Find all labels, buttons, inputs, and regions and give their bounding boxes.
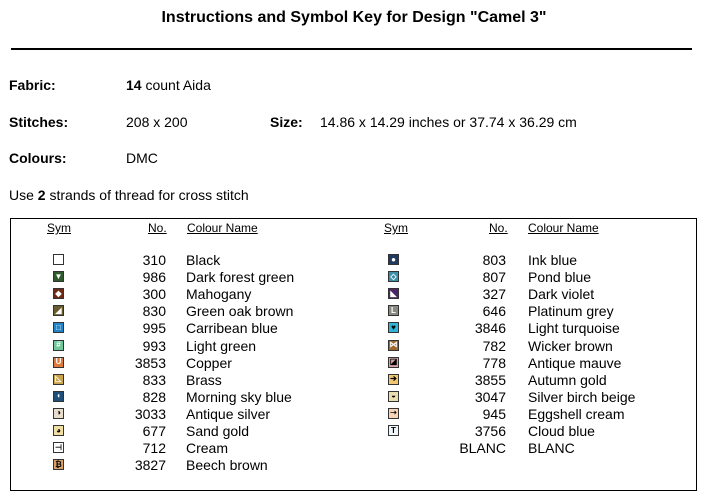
size-value: 14.86 x 14.29 inches or 37.74 x 36.29 cm <box>320 114 577 130</box>
symbol-swatch-icon <box>53 254 64 265</box>
symbol-swatch-icon: ➔ <box>388 374 399 385</box>
dmc-number: 646 <box>482 303 506 320</box>
colour-name: Eggshell cream <box>528 405 625 422</box>
dmc-number: 3033 <box>134 405 166 422</box>
stitches-label: Stitches: <box>9 114 69 130</box>
symbol-swatch-icon: ⊣ <box>53 442 64 453</box>
symbol-swatch-icon: T <box>388 425 399 436</box>
dmc-number: 300 <box>142 286 166 303</box>
colour-name: Silver birch beige <box>528 388 636 405</box>
symbol-swatch-icon: ➝ <box>388 408 399 419</box>
symbol-swatch-icon: ▼ <box>54 271 63 281</box>
dmc-number: 3853 <box>134 354 166 371</box>
dmc-number: 3047 <box>474 388 506 405</box>
symbol-swatch-icon: ◆ <box>53 288 64 299</box>
symbol-swatch-icon: ◖ <box>53 391 64 402</box>
dmc-number: 807 <box>482 269 506 286</box>
colour-name: Dark violet <box>528 286 595 303</box>
symbol-swatch-icon: ◺ <box>53 374 64 385</box>
dmc-number: 3846 <box>474 320 506 337</box>
symbol-swatch-icon: ◪ <box>389 357 398 367</box>
colour-name: Sand gold <box>186 423 250 439</box>
symbol-swatch-icon: ◣ <box>388 288 399 299</box>
dmc-number: 3827 <box>134 457 166 474</box>
dmc-number: 828 <box>142 388 166 405</box>
right-header-no: No. <box>489 221 508 235</box>
colour-name: Cloud blue <box>528 423 595 439</box>
strands-suffix: strands of thread for cross stitch <box>49 187 249 203</box>
dmc-number: 945 <box>482 405 506 422</box>
colour-name: Autumn gold <box>528 371 607 388</box>
colour-name: Carribean blue <box>186 320 278 337</box>
colour-name: Dark forest green <box>186 269 295 286</box>
fabric-type: count Aida <box>145 77 211 93</box>
right-header-sym: Sym <box>384 221 408 235</box>
colour-name: BLANC <box>528 440 575 457</box>
title-divider <box>11 48 692 50</box>
fabric-value <box>126 77 211 93</box>
dmc-number: 712 <box>142 440 166 457</box>
symbol-swatch-icon: # <box>53 340 64 351</box>
size-label: Size: <box>270 114 303 130</box>
colour-name: Platinum grey <box>528 303 614 320</box>
symbol-swatch-icon: ◕ <box>53 425 64 436</box>
stitches-value: 208 x 200 <box>126 114 188 130</box>
dmc-number: 310 <box>142 252 166 268</box>
colour-name: Mahogany <box>186 286 252 303</box>
left-header-sym: Sym <box>47 221 71 235</box>
right-header-name: Colour Name <box>528 221 599 235</box>
strands-prefix: Use <box>9 187 34 203</box>
symbol-swatch-icon: ● <box>388 254 399 265</box>
strands-count: 2 <box>37 187 46 203</box>
symbol-swatch-icon: L <box>388 305 399 316</box>
symbol-swatch-icon: ⋈ <box>389 340 398 349</box>
colour-name: Beech brown <box>186 457 268 474</box>
colour-name: Morning sky blue <box>186 388 292 405</box>
strands-instruction <box>9 187 249 203</box>
left-header-name: Colour Name <box>187 221 258 235</box>
symbol-swatch-icon: ◒ <box>388 391 399 402</box>
fabric-count: 14 <box>126 77 142 93</box>
symbol-swatch-icon: ◑ <box>53 408 64 419</box>
dmc-number: 830 <box>142 303 166 320</box>
symbol-swatch-icon <box>388 442 399 453</box>
dmc-number: 782 <box>482 337 506 354</box>
dmc-number: 833 <box>142 371 166 388</box>
dmc-number: 677 <box>142 423 166 439</box>
colour-name: Copper <box>186 354 232 371</box>
fabric-label: Fabric: <box>9 77 56 93</box>
colour-name: Cream <box>186 440 229 457</box>
colour-name: Antique silver <box>186 405 271 422</box>
dmc-number: 3855 <box>474 371 506 388</box>
dmc-number: 778 <box>482 354 506 371</box>
dmc-number: 995 <box>142 320 166 337</box>
colour-name: Light turquoise <box>528 320 620 337</box>
symbol-swatch-icon: U <box>53 357 64 368</box>
symbol-swatch-icon: ◇ <box>388 271 399 282</box>
left-header-no: No. <box>148 221 167 235</box>
page-title: Instructions and Symbol Key for Design "Camel 3" <box>161 9 547 26</box>
dmc-number: 993 <box>142 337 166 354</box>
colour-name: Light green <box>186 337 257 354</box>
colour-name: Ink blue <box>528 252 578 268</box>
dmc-number: 3756 <box>474 423 506 439</box>
colours-value: DMC <box>126 150 158 166</box>
symbol-swatch-icon: ◢ <box>53 305 64 316</box>
dmc-number: BLANC <box>459 440 506 457</box>
symbol-swatch-icon: □ <box>53 322 64 333</box>
colours-label: Colours: <box>9 150 67 166</box>
dmc-number: 803 <box>482 252 506 268</box>
dmc-number: 986 <box>142 269 166 286</box>
colour-name: Wicker brown <box>528 337 613 354</box>
colour-name: Pond blue <box>528 269 592 286</box>
colour-name: Antique mauve <box>528 354 622 371</box>
colour-name: Brass <box>186 371 222 388</box>
colour-name: Black <box>186 252 221 268</box>
symbol-swatch-icon: ♥ <box>388 322 399 333</box>
colour-name: Green oak brown <box>186 303 294 320</box>
symbol-swatch-icon: ₿ <box>53 459 64 470</box>
dmc-number: 327 <box>482 286 506 303</box>
